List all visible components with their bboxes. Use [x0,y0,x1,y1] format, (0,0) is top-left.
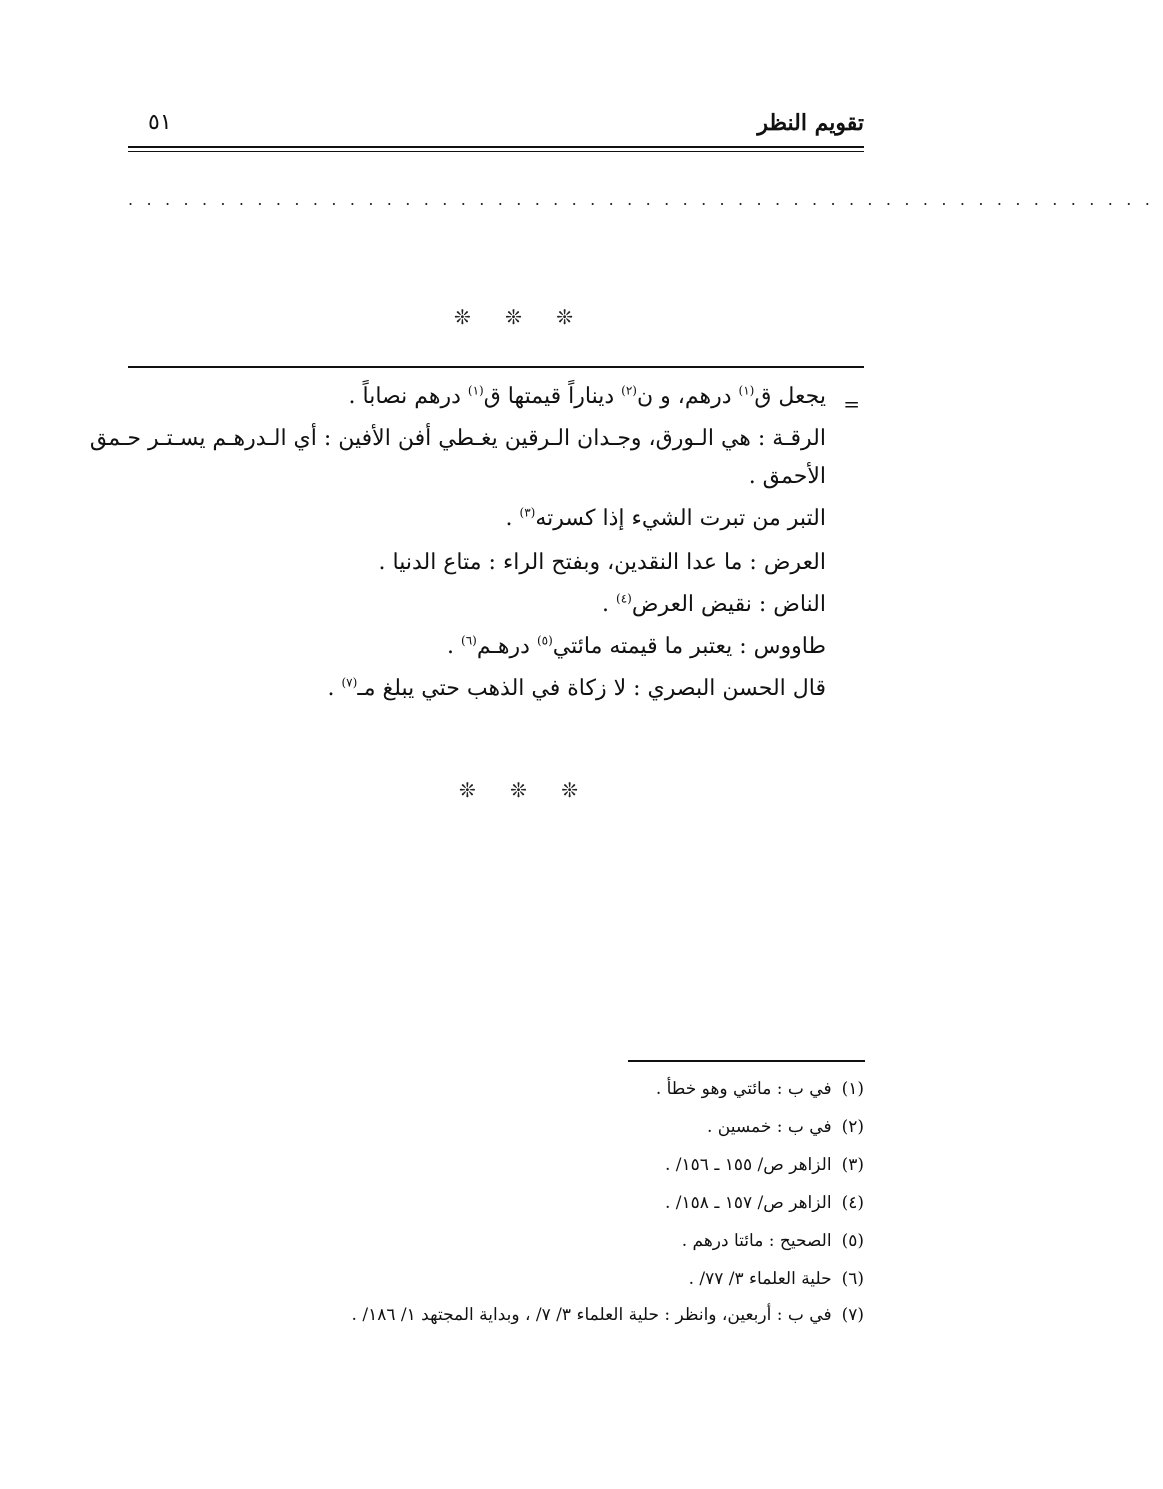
footnote-ref: (٤) [616,591,632,606]
text-line-2: الرقـة : هي الـورق، وجـدان الـرقين يغـطي أفن الأفين : أي الـدرهـم يسـتـر حـمق [89,426,826,451]
footnote-6: (٦)حلية العلماء ٣/ ٧٧/ . [688,1269,864,1289]
footnote-ref: (٦) [461,633,477,648]
footnote-ref: (١) [738,383,755,398]
footnote-rule [628,1060,865,1062]
footnote-ref: (٣) [519,505,536,520]
footnote-ref: (٧) [341,675,358,690]
text-line-7: قال الحسن البصري : لا زكاة في الذهب حتي يبلغ مـ$^{(٧)}$ . [327,675,826,701]
footnote-4: (٤)الزاهر ص/ ١٥٧ ـ ١٥٨/ . [664,1193,864,1213]
footnote-7: (٧)في ب : أربعين، وانظر : حلية العلماء ٣/ ٧/ ، وبداية المجتهد ١/ ١٨٦/ . [351,1305,864,1325]
header-rule [128,146,864,148]
text-line-5: الناض : نقيض العرض$^{(٤)}$ . [602,591,826,617]
text-line-4: العرض : ما عدا النقدين، وبفتح الراء : متاع الدنيا . [378,550,826,575]
section-separator-stars: ❊ ❊ ❊ [459,778,592,802]
ellipsis-row: ........................................................ [128,190,1163,209]
text-line-1: يجعل ق$^{(١)}$ درهم، و ن$^{(٢)}$ ديناراً قيمتها ق$^{(١)}$ درهم نصاباً . [348,383,826,409]
footnote-5: (٥)الصحيح : مائتا درهم . [681,1231,864,1251]
footnote-3: (٣)الزاهر ص/ ١٥٥ ـ ١٥٦/ . [664,1155,864,1175]
footnote-ref: (٥) [536,633,553,648]
header-rule-thin [128,151,864,152]
text-line-3: التبر من تبرت الشيء إذا كسرته$^{(٣)}$ . [505,505,826,531]
page-number: ٥١ [148,110,172,135]
text-line-6: طاووس : يعتبر ما قيمته مائتي$^{(٥)}$ درهـم$^{(٦)}$ . [447,633,826,659]
footnote-ref: (٢) [621,383,637,398]
footnote-1: (١)في ب : مائتي وهو خطأ . [655,1079,864,1099]
section-rule [128,366,864,368]
section-separator-stars: ❊ ❊ ❊ [454,305,587,329]
text-line-2-continued: الأحمق . [748,464,826,489]
footnote-ref: (١) [467,383,484,398]
running-header-title: تقويم النظر [757,110,864,136]
continuation-mark: = [843,392,860,416]
footnote-2: (٢)في ب : خمسين . [706,1117,864,1137]
